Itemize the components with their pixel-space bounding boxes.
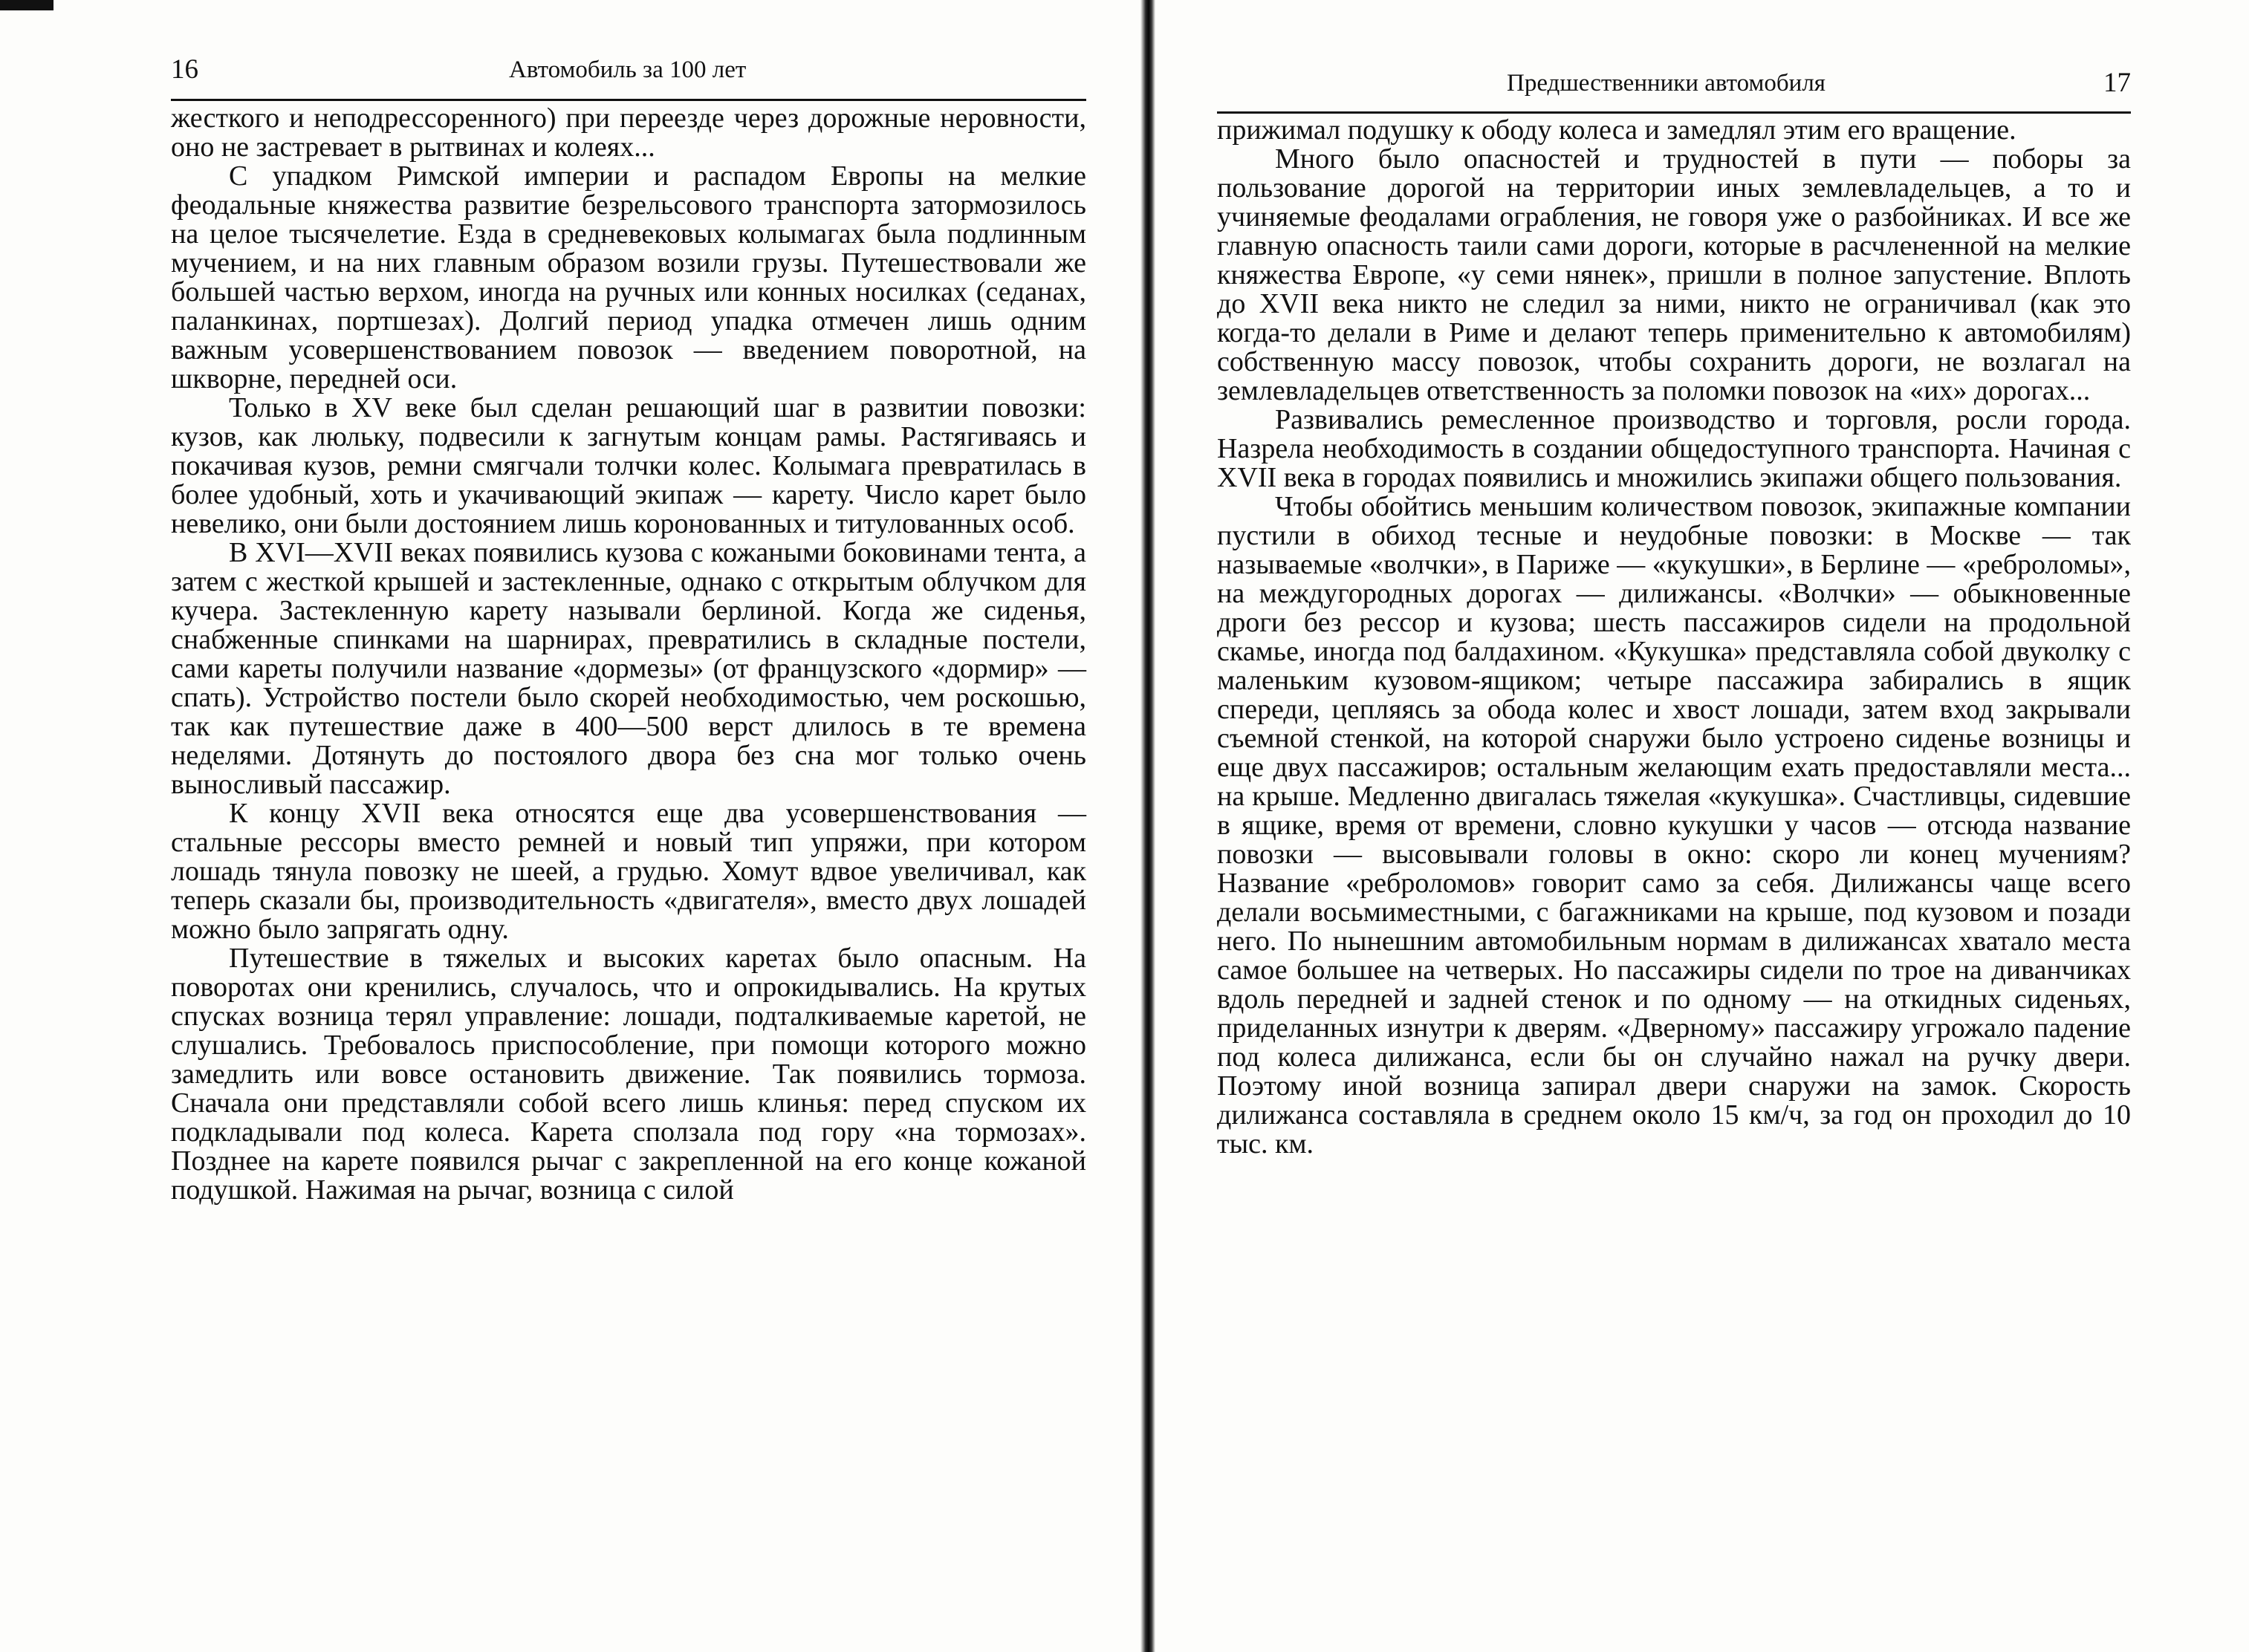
paragraph: К концу XVII века относятся еще два усовершенствования — стальные рессоры вместо ремней и новый тип упряжи, при котором лошадь тянула повозку не шеей, а грудью. Хомут вдвое увеличивал, как теперь сказали бы, производительность «двигателя», вместо двух лошадей можно было запрягать одну. — [171, 798, 1086, 945]
left-page — [171, 0, 1086, 1652]
paragraph: Много было опасностей и трудностей в пути — поборы за пользование дорогой на территории иных землевладельцев, а то и учиняемые феодалами ограбления, не говоря уже о разбойниках. И все же главную опасность таили сами дороги, которые в расчлененной на мелкие княжества Европе, «у семи нянек», пришли в полное запустение. Вплоть до XVII века никто не следил за ними, никто не ограничивал (как это когда-то делали в Риме и делают теперь применительно к автомобилям) собственную массу повозок, чтобы сохранить дороги, не возлагал на землевладельцев ответственность за поломки повозок на «их» дорогах... — [1217, 143, 2131, 406]
left-body-text — [171, 104, 1086, 1205]
paragraph: жесткого и неподрессоренного) при переезде через дорожные неровности, оно не застревает в рытвинах и колеях... — [171, 103, 1086, 163]
left-running-head — [171, 49, 1086, 91]
paragraph: Только в XV веке был сделан решающий шаг в развитии повозки: кузов, как люльку, подвесили к загнутым концам рамы. Растягиваясь и покачивая кузов, ремни смягчали толчки колес. Колымага превратилась в более удобный, хоть и укачивающий экипаж — карету. Число карет было невелико, они были достоянием лишь коронованных и титулованных особ. — [171, 392, 1086, 539]
right-page — [1217, 0, 2131, 1652]
right-header-rule — [1217, 111, 2131, 114]
left-running-title: Автомобиль за 100 лет — [509, 56, 747, 83]
paragraph: Развивались ремесленное производство и торговля, росли города. Назрела необходимость в создании общедоступного транспорта. Начиная с XVII века в городах появились и множились экипажи общего пользования. — [1217, 404, 2131, 493]
right-running-head — [1217, 62, 2131, 104]
left-header-rule — [171, 99, 1086, 101]
paragraph: прижимал подушку к ободу колеса и замедлял этим его вращение. — [1217, 114, 2016, 146]
left-page-number: 16 — [171, 54, 198, 85]
right-running-title: Предшественники автомобиля — [1507, 70, 1826, 97]
paragraph: Путешествие в тяжелых и высоких каретах было опасным. На поворотах они кренились, случалось, что и опрокидывались. На крутых спусках возница терял управление: лошади, подталкиваемые каретой, не слушались. Требовалось приспособление, при помощи которого можно замедлить или вовсе остановить движение. Так появились тормоза. Сначала они представляли собой всего лишь клинья: перед спуском их подкладывали под колеса. Карета сползала под гору «на тормозах». Позднее на карете появился рычаг с закрепленной на его конце кожаной подушкой. Нажимая на рычаг, возница с силой — [171, 943, 1086, 1206]
paragraph: В XVI—XVII веках появились кузова с кожаными боковинами тента, а затем с жесткой крышей и застекленные, однако с открытым облучком для кучера. Застекленную карету называли берлиной. Когда же сиденья, снабженные спинками на шарнирах, превратились в складные постели, сами кареты получили название «дормезы» (от французского «дормир» — спать). Устройство постели было скорей необходимостью, чем роскошью, так как путешествие даже в 400—500 верст длилось в те времена неделями. Дотянуть до постоялого двора без сна мог только очень выносливый пассажир. — [171, 537, 1086, 800]
paragraph: Чтобы обойтись меньшим количеством повозок, экипажные компании пустили в обиход тесные и неудобные повозки: в Москве — так называемые «волчки», в Париже — «кукушки», в Берлине — «реброломы», на междугородных дорогах — дилижансы. «Волчки» — обыкновенные дроги без рессор и кузова; шесть пассажиров сидели на продольной скамье, иногда под балдахином. «Кукушка» представляла собой двуколку с маленьким кузовом-ящиком; четыре пассажира забирались в ящик спереди, цепляясь за обода колес и хвост лошади, затем вход закрывали съемной стенкой, на которой снаружи было устроено сиденье возницы и еще двух пассажиров; остальным желающим ехать предоставляли места... на крыше. Медленно двигалась тяжелая «кукушка». Счастливцы, сидевшие в ящике, время от времени, словно кукушки у часов — отсюда название повозки — высовывали головы в окно: скоро ли конец мучениям? Название «реброломов» говорит само за себя. Дилижансы чаще всего делали восьмиместными, с багажниками на крыше, под кузовом и позади него. По нынешним автомобильным нормам в дилижансах хватало места самое большее на четверых. Но пассажиры сидели по трое на диванчиках вдоль передней и задней стенок и по одному — на откидных сиденьях, приделанных изнутри к дверям. «Дверному» пассажиру угрожало падение под колеса дилижанса, если бы он случайно нажал на ручку двери. Поэтому иной возница запирал двери снаружи на замок. Скорость дилижанса составляла в среднем около 15 км/ч, за год он проходил до 10 тыс. км. — [1217, 491, 2131, 1160]
scan-edge-mark — [0, 0, 53, 10]
paragraph: С упадком Римской империи и распадом Европы на мелкие феодальные княжества развитие безрельсового транспорта затормозилось на целое тысячелетие. Езда в средневековых колымагах была подлинным мучением, и на них главным образом возили грузы. Путешествовали же большей частью верхом, иногда на ручных или конных носилках (седанах, паланкинах, портшезах). Долгий период упадка отмечен лишь одним важным усовершенствованием повозок — введением поворотной, на шкворне, передней оси. — [171, 160, 1086, 394]
right-page-number: 17 — [2103, 68, 2131, 98]
book-spine — [1140, 0, 1155, 1652]
right-body-text — [1217, 116, 2131, 1159]
